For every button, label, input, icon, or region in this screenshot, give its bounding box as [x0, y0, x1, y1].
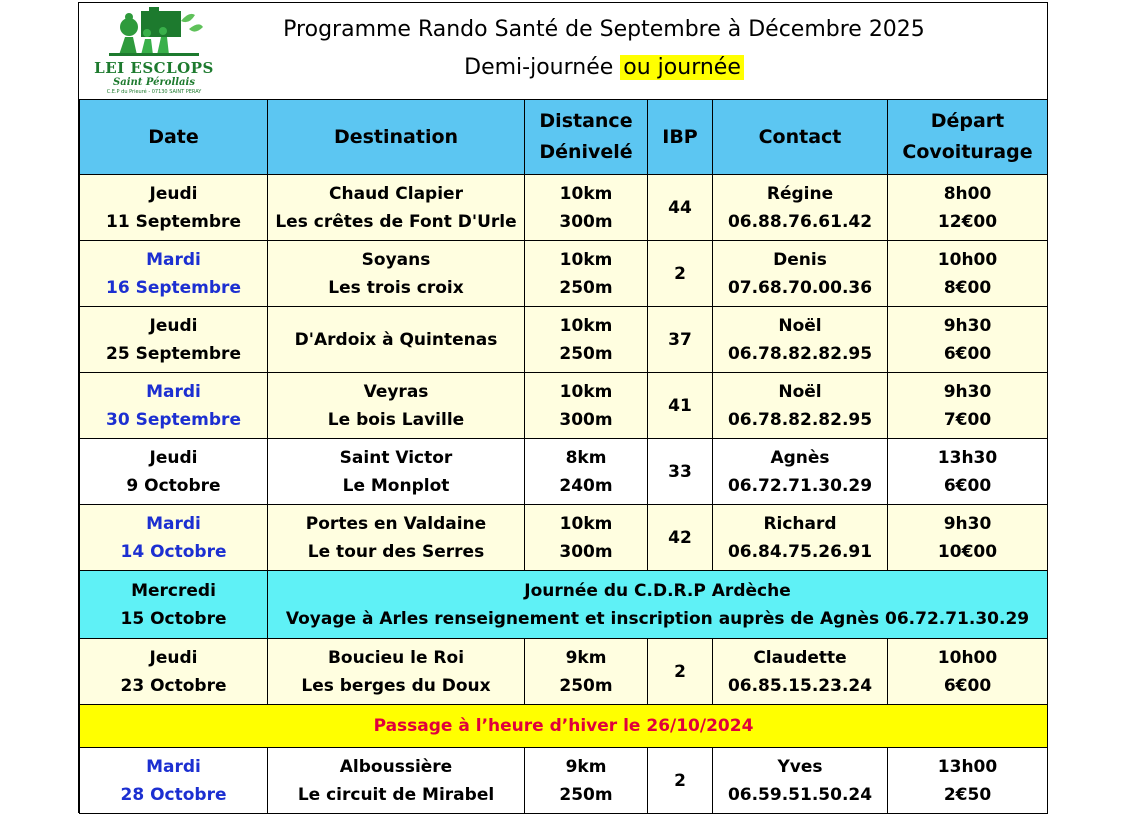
ibp-cell: 2	[648, 241, 713, 307]
date-cell: Mardi 30 Septembre	[80, 373, 268, 439]
date-cell: Mardi 28 Octobre	[80, 748, 268, 814]
depart-cell: 8h00 12€00	[888, 175, 1048, 241]
date-cell: Mardi 16 Septembre	[80, 241, 268, 307]
ibp-cell: 41	[648, 373, 713, 439]
date-cell: Jeudi 11 Septembre	[80, 175, 268, 241]
depart-cell: 9h30 6€00	[888, 307, 1048, 373]
subtitle-full-day-highlight: ou journée	[620, 55, 744, 80]
col-depart: Départ Covoiturage	[888, 100, 1048, 175]
col-distance: Distance Dénivelé	[525, 100, 648, 175]
table-row	[80, 307, 1048, 373]
destination-cell: Soyans Les trois croix	[268, 241, 525, 307]
distance-cell: 10km 250m	[525, 307, 648, 373]
distance-cell: 9km 250m	[525, 639, 648, 705]
destination-cell: Alboussière Le circuit de Mirabel	[268, 748, 525, 814]
depart-cell: 13h00 2€50	[888, 748, 1048, 814]
hikers-icon	[89, 7, 219, 59]
date-cell: Jeudi 25 Septembre	[80, 307, 268, 373]
table-row	[80, 505, 1048, 571]
ibp-cell: 33	[648, 439, 713, 505]
col-ibp: IBP	[648, 100, 713, 175]
page-subtitle	[244, 55, 964, 80]
col-date: Date	[80, 100, 268, 175]
destination-cell: Saint Victor Le Monplot	[268, 439, 525, 505]
club-logo	[89, 7, 219, 95]
depart-cell: 9h30 10€00	[888, 505, 1048, 571]
date-cell: Jeudi 9 Octobre	[80, 439, 268, 505]
document-header	[79, 3, 1047, 100]
ibp-cell: 44	[648, 175, 713, 241]
special-event-row	[80, 571, 1048, 639]
table-row	[80, 748, 1048, 814]
table-row	[80, 241, 1048, 307]
ibp-cell: 2	[648, 748, 713, 814]
date-cell: Mardi 14 Octobre	[80, 505, 268, 571]
destination-cell: D'Ardoix à Quintenas	[268, 307, 525, 373]
winter-time-notice: Passage à l’heure d’hiver le 26/10/2024	[80, 705, 1048, 748]
distance-cell: 10km 300m	[525, 373, 648, 439]
contact-cell: Noël 06.78.82.82.95	[713, 307, 888, 373]
table-row	[80, 175, 1048, 241]
logo-subtitle: Saint Pérollais	[113, 77, 195, 88]
distance-cell: 10km 300m	[525, 175, 648, 241]
special-event-description: Journée du C.D.R.P Ardèche Voyage à Arles renseignement et inscription auprès de Agnès 06.72.71.30.29	[268, 571, 1048, 639]
contact-cell: Claudette 06.85.15.23.24	[713, 639, 888, 705]
ibp-cell: 2	[648, 639, 713, 705]
contact-cell: Richard 06.84.75.26.91	[713, 505, 888, 571]
depart-cell: 10h00 8€00	[888, 241, 1048, 307]
date-cell: Mercredi 15 Octobre	[80, 571, 268, 639]
subtitle-half-day: Demi-journée	[464, 55, 614, 80]
document-frame	[78, 2, 1048, 813]
depart-cell: 13h30 6€00	[888, 439, 1048, 505]
logo-address: C.E.P du Prieuré - 07130 SAINT PERAY	[106, 89, 202, 95]
page-title: Programme Rando Santé de Septembre à Décembre 2025	[283, 17, 925, 42]
ibp-cell: 37	[648, 307, 713, 373]
table-row	[80, 439, 1048, 505]
col-destination: Destination	[268, 100, 525, 175]
contact-cell: Denis 07.68.70.00.36	[713, 241, 888, 307]
destination-cell: Veyras Le bois Laville	[268, 373, 525, 439]
distance-cell: 10km 250m	[525, 241, 648, 307]
distance-cell: 9km 250m	[525, 748, 648, 814]
contact-cell: Yves 06.59.51.50.24	[713, 748, 888, 814]
contact-cell: Régine 06.88.76.61.42	[713, 175, 888, 241]
table-header-row	[80, 100, 1048, 175]
table-row	[80, 373, 1048, 439]
contact-cell: Noël 06.78.82.82.95	[713, 373, 888, 439]
destination-cell: Chaud Clapier Les crêtes de Font D'Urle	[268, 175, 525, 241]
schedule-table	[79, 99, 1048, 814]
table-row	[80, 639, 1048, 705]
distance-cell: 8km 240m	[525, 439, 648, 505]
date-cell: Jeudi 23 Octobre	[80, 639, 268, 705]
depart-cell: 10h00 6€00	[888, 639, 1048, 705]
contact-cell: Agnès 06.72.71.30.29	[713, 439, 888, 505]
distance-cell: 10km 300m	[525, 505, 648, 571]
destination-cell: Boucieu le Roi Les berges du Doux	[268, 639, 525, 705]
notice-row	[80, 705, 1048, 748]
col-contact: Contact	[713, 100, 888, 175]
depart-cell: 9h30 7€00	[888, 373, 1048, 439]
ibp-cell: 42	[648, 505, 713, 571]
destination-cell: Portes en Valdaine Le tour des Serres	[268, 505, 525, 571]
logo-name: LEI ESCLOPS	[94, 59, 214, 77]
